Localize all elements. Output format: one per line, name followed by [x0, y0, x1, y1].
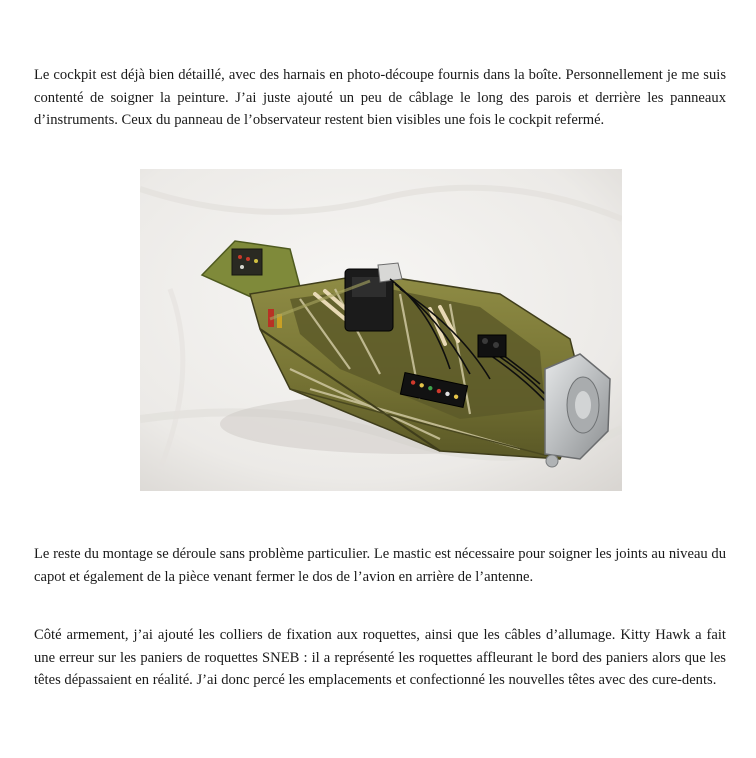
paragraph-cockpit: Le cockpit est déjà bien détaillé, avec des harnais en photo-découpe fournis dans la boîte. Personnellement je me suis contenté de soigner la peinture. J’ai juste ajouté un peu de câblage le long des parois et derrière les panneaux d’instruments. Ceux du panneau de l’observateur restent bien visibles une fois le cockpit refermé. — [34, 67, 726, 128]
paragraph-armement: Côté armement, j’ai ajouté les colliers de fixation aux roquettes, ainsi que les câbles d’allumage. Kitty Hawk a fait une erreur sur les paniers de roquettes SNEB : il a représenté les roquettes affleurant le bord des paniers alors que les têtes dépassaient en réalité. J’ai donc percé les emplacements et confectionné les nouvelles têtes avec des cure-dents. — [34, 627, 726, 688]
cockpit-photo — [140, 169, 622, 491]
paragraph-montage: Le reste du montage se déroule sans problème particulier. Le mastic est nécessaire pour soigner les joints au niveau du capot et également de la pièce venant fermer le dos de l’avion en arrière de l’antenne. — [34, 546, 726, 585]
